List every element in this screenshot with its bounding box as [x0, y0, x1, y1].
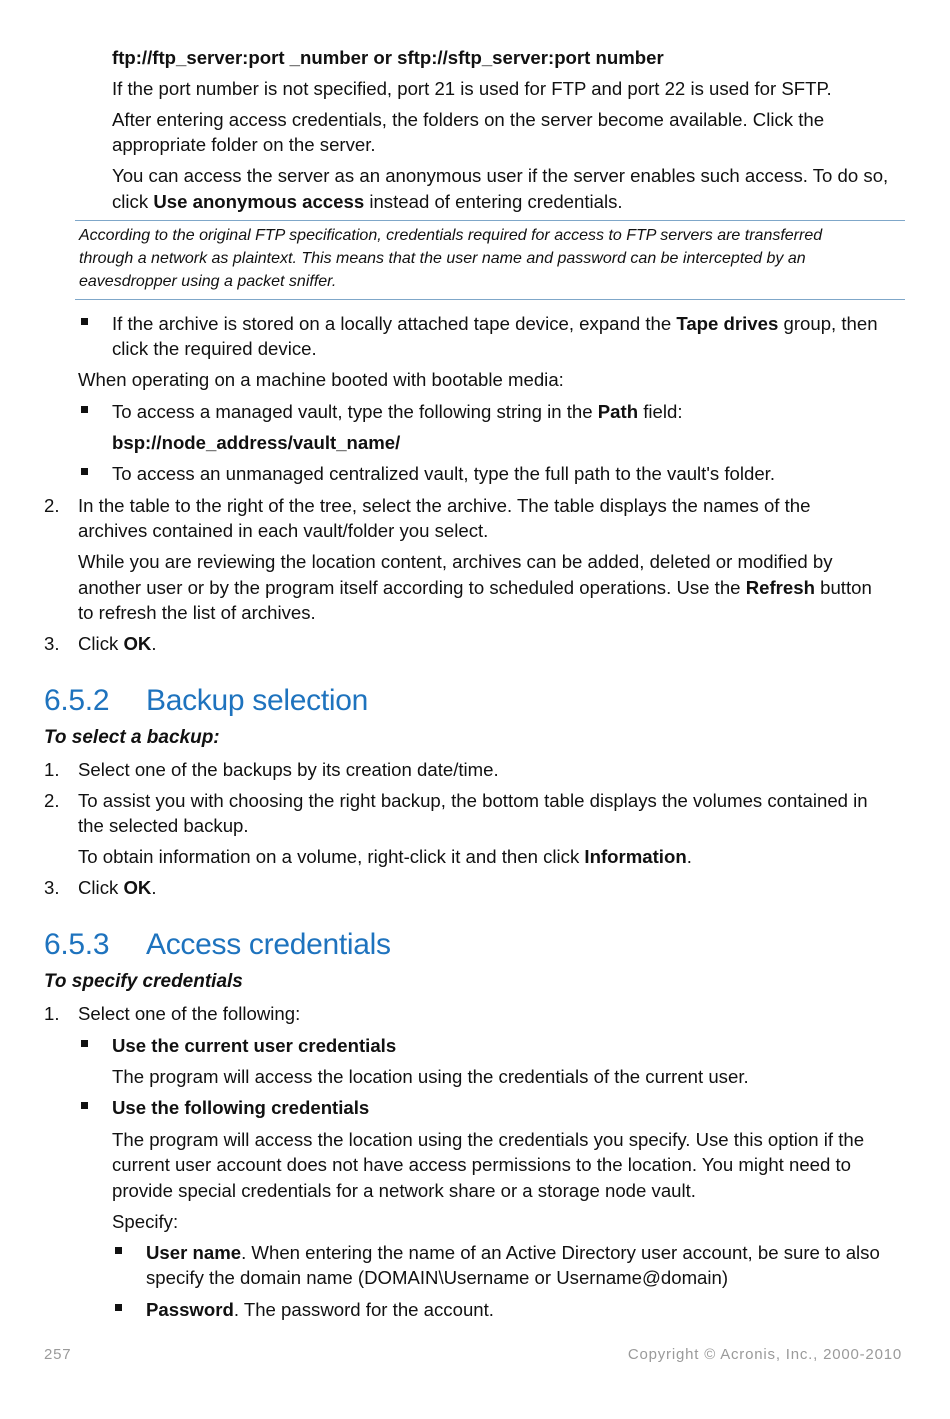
- specify-label: Specify:: [112, 1211, 179, 1232]
- assist-line-2: the selected backup.: [78, 815, 249, 836]
- user-name-term: User name: [146, 1242, 242, 1263]
- ok-term: OK: [123, 877, 152, 898]
- step-number: 1.: [44, 1003, 60, 1024]
- tape-line-1: If the archive is stored on a locally attached tape device, expand the Tape drives group, then: [112, 313, 878, 334]
- note-line-3: eavesdropper using a packet sniffer.: [79, 273, 337, 290]
- bullet-marker: [81, 468, 88, 475]
- ftp-url-format: ftp://ftp_server:port _number or sftp://sftp_server:port number: [112, 47, 664, 68]
- note-line-1: According to the original FTP specification, credentials required for access to FTP servers are transferred: [79, 227, 823, 244]
- option-following-desc-line-3: provide special credentials for a network share or a storage node vault.: [112, 1180, 696, 1201]
- bullet-marker: [81, 318, 88, 325]
- subhead-specify-credentials: To specify credentials: [44, 971, 243, 992]
- section-title: Backup selection: [146, 684, 369, 717]
- refresh-button-term: Refresh: [745, 577, 815, 598]
- reviewing-line-1: While you are reviewing the location content, archives can be added, deleted or modified by: [78, 551, 833, 572]
- plaintext-note-box: [75, 220, 905, 300]
- ok-term: OK: [123, 633, 152, 654]
- bullet-marker: [81, 1040, 88, 1047]
- unmanaged-vault-line: To access an unmanaged centralized vault, type the full path to the vault's folder.: [112, 463, 776, 484]
- anonymous-line-1: You can access the server as an anonymous user if the server enables such access. To do so,: [112, 165, 889, 186]
- information-term: Information: [584, 846, 687, 867]
- anonymous-line-2: click Use anonymous access instead of entering credentials.: [112, 191, 623, 212]
- section-title: Access credentials: [146, 928, 391, 961]
- option-current-user-credentials: Use the current user credentials: [112, 1035, 397, 1056]
- select-backup-step: Select one of the backups by its creation date/time.: [78, 759, 499, 780]
- password-term: Password: [146, 1299, 234, 1320]
- option-current-user-desc: The program will access the location using the credentials of the current user.: [112, 1066, 749, 1087]
- step-number: 1.: [44, 759, 60, 780]
- archive-step-line-1: In the table to the right of the tree, select the archive. The table displays the names of the: [78, 495, 811, 516]
- page-number: 257: [44, 1346, 72, 1363]
- option-following-desc-line-1: The program will access the location using the credentials you specify. Use this option if the: [112, 1129, 865, 1150]
- step-number: 3.: [44, 877, 60, 898]
- port-note: If the port number is not specified, port 21 is used for FTP and port 22 is used for SFTP.: [112, 78, 832, 99]
- reviewing-line-2: another user or by the program itself according to scheduled operations. Use the Refresh button: [78, 577, 872, 598]
- information-line: To obtain information on a volume, right-click it and then click Information.: [78, 846, 692, 867]
- step-number: 2.: [44, 790, 60, 811]
- reviewing-line-3: to refresh the list of archives.: [78, 602, 316, 623]
- option-following-credentials: Use the following credentials: [112, 1097, 370, 1118]
- bullet-marker: [115, 1304, 122, 1311]
- use-anonymous-access-term: Use anonymous access: [153, 191, 365, 212]
- subhead-select-backup: To select a backup:: [44, 727, 220, 748]
- archive-step-line-2: archives contained in each vault/folder you select.: [78, 520, 489, 541]
- step-number: 2.: [44, 495, 60, 516]
- assist-line-1: To assist you with choosing the right backup, the bottom table displays the volumes contained in: [78, 790, 868, 811]
- password-line: Password. The password for the account.: [146, 1299, 494, 1320]
- click-ok-line: Click OK.: [78, 877, 157, 898]
- click-ok-line: Click OK.: [78, 633, 157, 654]
- path-field-term: Path: [597, 401, 639, 422]
- after-entering-line-2: appropriate folder on the server.: [112, 134, 376, 155]
- step-number: 3.: [44, 633, 60, 654]
- bullet-marker: [81, 1102, 88, 1109]
- note-line-2: through a network as plaintext. This means that the user name and password can be intercepted by an: [79, 250, 806, 267]
- heading-access-credentials: [44, 927, 391, 963]
- section-number: 6.5.2: [44, 684, 110, 717]
- option-following-desc-line-2: current user account does not have access permissions to the location. You might need to: [112, 1154, 852, 1175]
- bootable-intro: When operating on a machine booted with bootable media:: [78, 369, 564, 390]
- user-name-line-1: User name. When entering the name of an Active Directory user account, be sure to also: [146, 1242, 880, 1263]
- managed-vault-line: To access a managed vault, type the following string in the Path field:: [112, 401, 683, 422]
- user-name-line-2: specify the domain name (DOMAIN\Username or Username@domain): [146, 1267, 729, 1288]
- section-number: 6.5.3: [44, 928, 110, 961]
- tape-line-2: click the required device.: [112, 338, 317, 359]
- copyright-notice: Copyright © Acronis, Inc., 2000-2010: [627, 1346, 902, 1363]
- after-entering-line-1: After entering access credentials, the folders on the server become available. Click the: [112, 109, 825, 130]
- bullet-marker: [81, 406, 88, 413]
- bsp-path-format: bsp://node_address/vault_name/: [112, 432, 401, 453]
- tape-drives-term: Tape drives: [676, 313, 779, 334]
- bullet-marker: [115, 1247, 122, 1254]
- select-following-step: Select one of the following:: [78, 1003, 301, 1024]
- heading-backup-selection: [44, 683, 368, 719]
